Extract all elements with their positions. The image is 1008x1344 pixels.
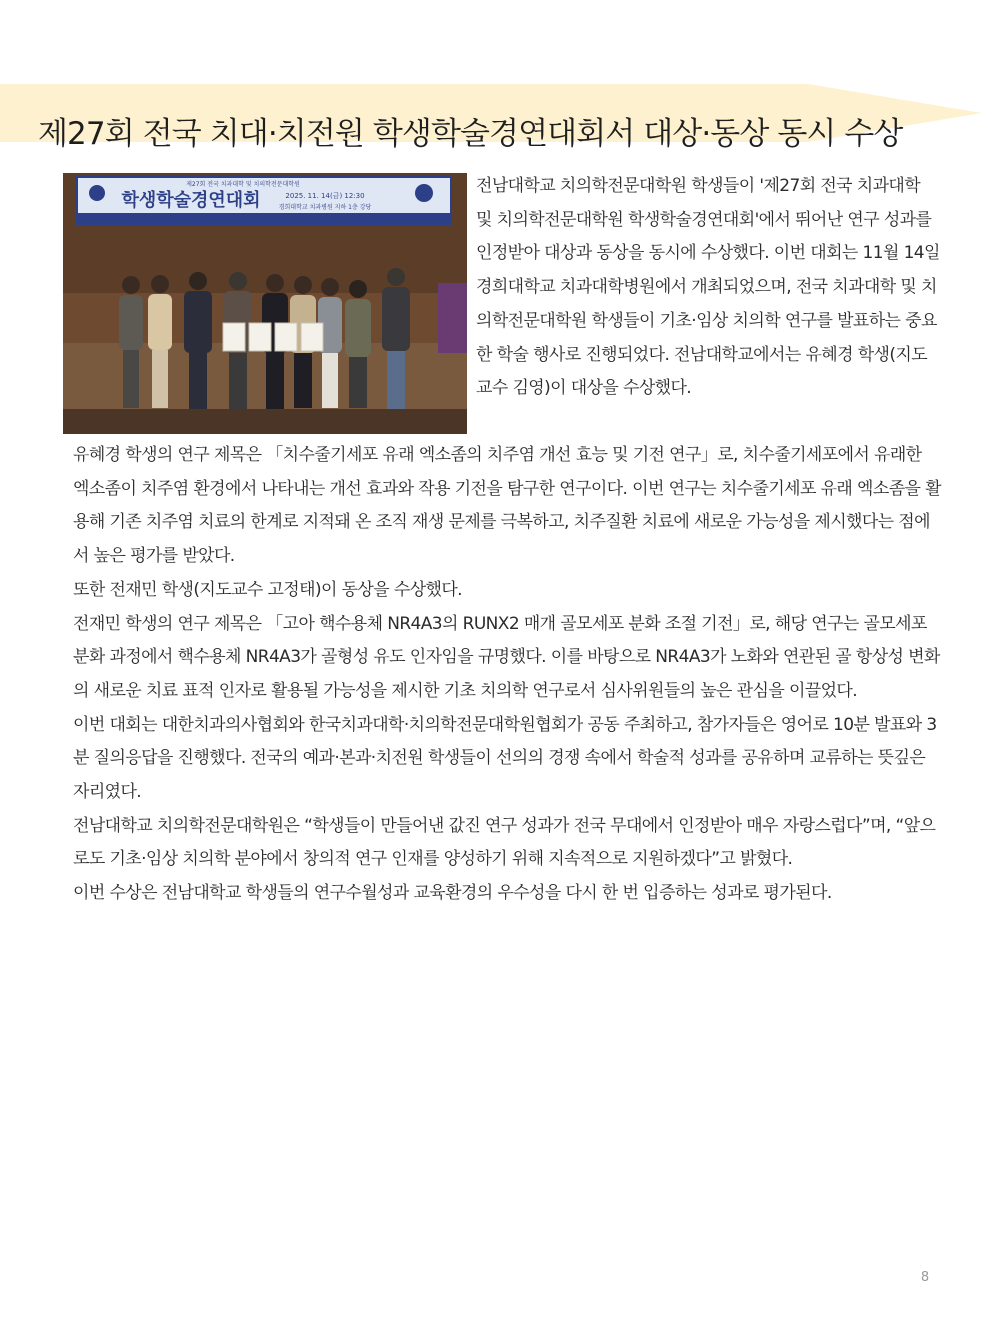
banner-place: 경희대학교 치과병원 지하 1층 강당	[278, 204, 372, 211]
article-body	[73, 439, 941, 911]
body-paragraph-2: 또한 전재민 학생(지도교수 고정태)이 동상을 수상했다.	[73, 579, 462, 600]
award-group-photo	[63, 173, 467, 434]
body-paragraph-5: 전남대학교 치의학전문대학원은 “학생들이 만들어낸 값진 연구 성과가 전국 무대에서 인정받아 매우 자랑스럽다”며, “앞으로도 기초·임상 치의학 분야에서 창의적 연구 인재를 양성하기 위해 지속적으로 지원하겠다”고 밝혔다.	[73, 815, 936, 870]
banner-date: 2025. 11. 14(금) 12:30	[285, 192, 365, 200]
body-paragraph-6: 이번 수상은 전남대학교 학생들의 연구수월성과 교육환경의 우수성을 다시 한 번 입증하는 성과로 평가된다.	[73, 883, 832, 904]
intro-paragraph: 전남대학교 치의학전문대학원 학생들이 '제27회 전국 치과대학 및 치의학전문대학원 학생학술경연대회'에서 뛰어난 연구 성과를 인정받아 대상과 동상을 동시에 수상했다. 이번 대회는 11월 14일 경희대학교 치과대학병원에서 개최되었으며, 전국 치과대학 및 치의학전문대학원 학생들이 기초·임상 치의학 연구를 발표하는 중요한 학술 행사로 진행되었다. 전남대학교에서는 유혜경 학생(지도교수 김영)이 대상을 수상했다.	[476, 176, 940, 399]
page-title: 제27회 전국 치대·치전원 학생학술경연대회서 대상·동상 동시 수상	[38, 115, 903, 152]
banner-title: 학생학술경연대회	[121, 190, 261, 211]
body-paragraph-4: 이번 대회는 대한치과의사협회와 한국치과대학·치의학전문대학원협회가 공동 주최하고, 참가자들은 영어로 10분 발표와 3분 질의응답을 진행했다. 전국의 예과·본과·치전원 학생들이 선의의 경쟁 속에서 학술적 성과를 공유하며 교류하는 뜻깊은 자리였다.	[73, 714, 937, 803]
body-paragraph-3: 전재민 학생의 연구 제목은 「고아 핵수용체 NR4A3의 RUNX2 매개 골모세포 분화 조절 기전」로, 해당 연구는 골모세포 분화 과정에서 핵수용체 NR4A3가 골형성 유도 인자임을 규명했다. 이를 바탕으로 NR4A3가 노화와 연관된 골 항상성 변화의 새로운 치료 표적 인자로 활용될 가능성을 제시한 기초 치의학 연구로서 심사위원들의 높은 관심을 이끌었다.	[73, 613, 940, 701]
page-number: 8	[920, 1270, 930, 1285]
banner-top-line: 제27회 전국 치과대학 및 치의학전문대학원	[186, 181, 300, 188]
intro-paragraph-block	[476, 170, 940, 406]
body-paragraph-1: 유혜경 학생의 연구 제목은 「치수줄기세포 유래 엑소좀의 치주염 개선 효능 및 기전 연구」로, 치수줄기세포에서 유래한 엑소좀이 치주염 환경에서 나타내는 개선 효과와 작용 기전을 탐구한 연구이다. 이번 연구는 치수줄기세포 유래 엑소좀을 활용해 기존 치주염 치료의 한계로 지적돼 온 조직 재생 문제를 극복하고, 치주질환 치료에 새로운 가능성을 제시했다는 점에서 높은 평가를 받았다.	[73, 445, 941, 567]
